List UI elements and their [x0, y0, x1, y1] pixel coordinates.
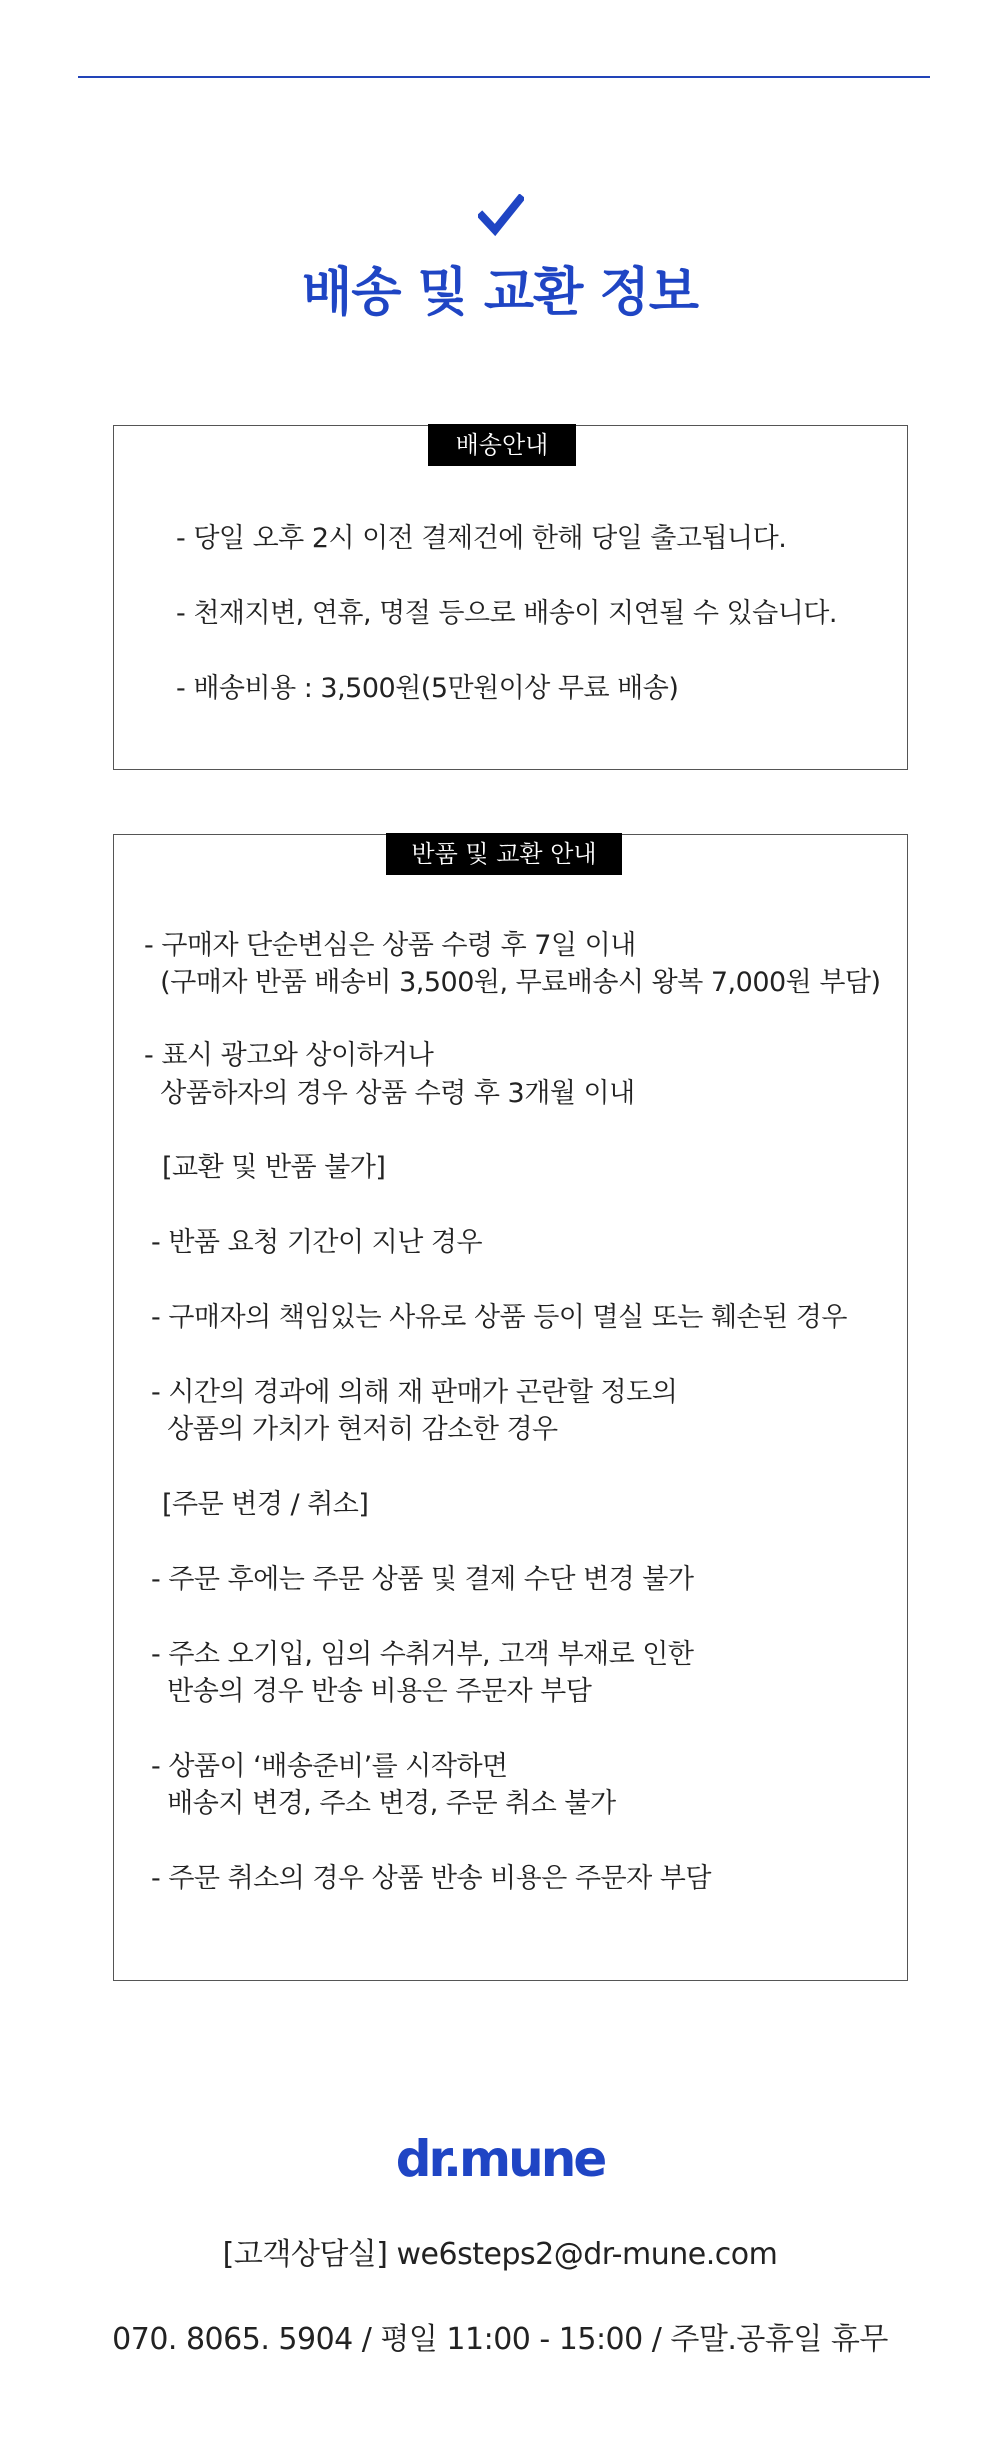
top-divider [78, 76, 930, 78]
shipping-line: - 천재지변, 연휴, 명절 등으로 배송이 지연될 수 있습니다. [176, 598, 837, 629]
section-heading: [교환 및 반품 불가] [162, 1152, 386, 1183]
return-line: (구매자 반품 배송비 3,500원, 무료배송시 왕복 7,000원 부담) [144, 967, 881, 998]
checkmark-icon [478, 194, 524, 238]
brand-logo: dr.mune [395, 2130, 605, 2188]
return-line: 상품의 가치가 현저히 감소한 경우 [151, 1414, 558, 1445]
page-title: 배송 및 교환 정보 [302, 263, 698, 323]
return-line: - 주문 취소의 경우 상품 반송 비용은 주문자 부담 [151, 1863, 711, 1894]
shipping-line: - 당일 오후 2시 이전 결제건에 한해 당일 출고됩니다. [176, 523, 787, 554]
section-heading: [주문 변경 / 취소] [162, 1489, 369, 1520]
return-line: - 주문 후에는 주문 상품 및 결제 수단 변경 불가 [151, 1564, 694, 1595]
return-info-box [113, 834, 908, 1981]
return-line: 상품하자의 경우 상품 수령 후 3개월 이내 [144, 1078, 635, 1109]
return-line: - 주소 오기입, 임의 수취거부, 고객 부재로 인한 [151, 1639, 694, 1670]
customer-service-hours: 070. 8065. 5904 / 평일 11:00 - 15:00 / 주말.공휴일 휴무 [112, 2322, 888, 2357]
shipping-tag: 배송안내 [428, 424, 576, 466]
return-tag: 반품 및 교환 안내 [386, 833, 622, 875]
return-line: 배송지 변경, 주소 변경, 주문 취소 불가 [151, 1788, 616, 1819]
return-line: - 시간의 경과에 의해 재 판매가 곤란할 정도의 [151, 1377, 678, 1408]
return-line: - 반품 요청 기간이 지난 경우 [151, 1227, 483, 1258]
return-line: 반송의 경우 반송 비용은 주문자 부담 [151, 1676, 592, 1707]
customer-service-email: [고객상담실] we6steps2@dr-mune.com [222, 2237, 778, 2272]
return-line: - 표시 광고와 상이하거나 [144, 1040, 434, 1071]
shipping-info-box [113, 425, 908, 770]
return-line: - 상품이 ‘배송준비’를 시작하면 [151, 1751, 508, 1782]
shipping-line: - 배송비용 : 3,500원(5만원이상 무료 배송) [176, 673, 679, 704]
return-line: - 구매자 단순변심은 상품 수령 후 7일 이내 [144, 930, 636, 961]
return-line: - 구매자의 책임있는 사유로 상품 등이 멸실 또는 훼손된 경우 [151, 1302, 847, 1333]
